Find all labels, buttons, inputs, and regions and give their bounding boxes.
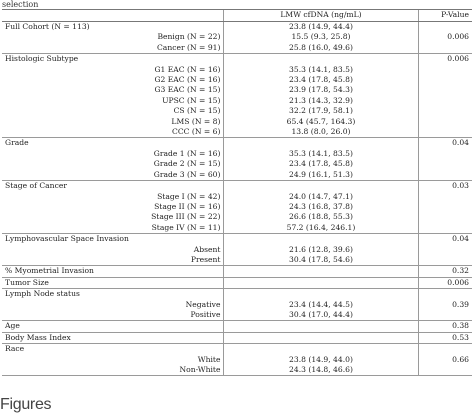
table-row <box>2 212 472 222</box>
row-p-value: 0.39 <box>418 300 472 310</box>
row-p-value <box>418 310 472 321</box>
row-label: Stage I (N = 42) <box>157 191 221 201</box>
row-label: Grade 2 (N = 15) <box>153 159 221 169</box>
table-row <box>2 65 472 75</box>
row-cfdna-value <box>224 344 418 355</box>
table-row <box>2 202 472 212</box>
table-row <box>2 181 472 192</box>
table-row <box>2 266 472 277</box>
table-row <box>2 344 472 355</box>
row-label: LMS (N = 8) <box>171 116 221 126</box>
table-row <box>2 75 472 85</box>
row-label: Tumor Size <box>2 277 224 288</box>
row-label: Grade 3 (N = 60) <box>153 169 221 179</box>
row-cfdna-value: 23.8 (14.9, 44.4) <box>224 22 418 33</box>
row-p-value <box>418 223 472 234</box>
row-cfdna-value <box>224 332 418 343</box>
row-label: CS (N = 15) <box>173 106 221 116</box>
row-p-value <box>418 365 472 376</box>
table-row <box>2 170 472 181</box>
row-cfdna-value: 21.3 (14.3, 32.9) <box>224 96 418 106</box>
table-header-row <box>2 10 472 22</box>
row-cfdna-value <box>224 138 418 149</box>
row-label: Grade <box>2 138 224 149</box>
row-cfdna-value: 24.0 (14.7, 47.1) <box>224 192 418 202</box>
row-cfdna-value: 25.8 (16.0, 49.6) <box>224 43 418 54</box>
row-label: Full Cohort (N = 113) <box>2 22 224 33</box>
table-row <box>2 159 472 169</box>
row-label: CCC (N = 6) <box>172 127 221 137</box>
row-label: Benign (N = 22) <box>157 32 221 42</box>
row-cfdna-value <box>224 181 418 192</box>
row-p-value: 0.66 <box>418 355 472 365</box>
header-col-label <box>2 10 224 22</box>
row-p-value: 0.53 <box>418 332 472 343</box>
table-row <box>2 117 472 127</box>
table-row <box>2 54 472 65</box>
table-row <box>2 255 472 266</box>
row-p-value: 0.006 <box>418 277 472 288</box>
row-p-value <box>418 170 472 181</box>
row-label: Cancer (N = 91) <box>157 42 221 52</box>
header-col-pvalue: P-Value <box>418 10 472 22</box>
header-col-cfdna: LMW cfDNA (ng/mL) <box>224 10 418 22</box>
row-p-value <box>418 43 472 54</box>
row-cfdna-value: 57.2 (16.4, 246.1) <box>224 223 418 234</box>
row-cfdna-value <box>224 54 418 65</box>
row-label: Stage of Cancer <box>2 181 224 192</box>
row-cfdna-value: 13.8 (8.0, 26.0) <box>224 127 418 138</box>
table-row <box>2 355 472 365</box>
table-row <box>2 22 472 33</box>
row-cfdna-value: 24.3 (14.8, 46.6) <box>224 365 418 376</box>
row-label: Age <box>2 321 224 332</box>
table-row <box>2 223 472 234</box>
row-p-value <box>418 96 472 106</box>
table-row <box>2 289 472 300</box>
table-row <box>2 149 472 159</box>
row-label: Stage IV (N = 11) <box>151 222 221 232</box>
row-cfdna-value: 23.4 (17.8, 45.8) <box>224 75 418 85</box>
row-p-value: 0.006 <box>418 32 472 42</box>
row-cfdna-value: 30.4 (17.0, 44.4) <box>224 310 418 321</box>
row-cfdna-value: 23.4 (17.8, 45.8) <box>224 159 418 169</box>
row-p-value <box>418 85 472 95</box>
row-p-value: 0.04 <box>418 234 472 245</box>
row-p-value <box>418 344 472 355</box>
table-row <box>2 85 472 95</box>
table-row <box>2 43 472 54</box>
row-label: Grade 1 (N = 16) <box>153 148 221 158</box>
row-cfdna-value: 30.4 (17.8, 54.6) <box>224 255 418 266</box>
row-p-value <box>418 127 472 138</box>
table-row <box>2 192 472 202</box>
row-label: Absent <box>193 244 221 254</box>
row-cfdna-value: 24.9 (16.1, 51.3) <box>224 170 418 181</box>
row-p-value: 0.006 <box>418 54 472 65</box>
table-row <box>2 96 472 106</box>
row-label: Positive <box>190 309 221 319</box>
row-p-value <box>418 255 472 266</box>
row-cfdna-value <box>224 234 418 245</box>
row-p-value <box>418 245 472 255</box>
row-label: G2 EAC (N = 16) <box>154 75 221 85</box>
row-p-value <box>418 202 472 212</box>
row-cfdna-value: 65.4 (45.7, 164.3) <box>224 117 418 127</box>
row-p-value: 0.04 <box>418 138 472 149</box>
results-table <box>2 9 472 376</box>
row-p-value <box>418 117 472 127</box>
table-row <box>2 127 472 138</box>
row-cfdna-value <box>224 289 418 300</box>
row-cfdna-value: 21.6 (12.8, 39.6) <box>224 245 418 255</box>
row-label: Lymph Node status <box>2 289 224 300</box>
row-label: Race <box>2 344 224 355</box>
row-cfdna-value: 23.8 (14.9, 44.0) <box>224 355 418 365</box>
row-p-value <box>418 22 472 33</box>
table-row <box>2 310 472 321</box>
table-row <box>2 277 472 288</box>
table-row <box>2 321 472 332</box>
row-p-value <box>418 159 472 169</box>
row-label: White <box>197 354 221 364</box>
figures-heading: Figures <box>0 396 52 413</box>
row-label: Present <box>190 254 221 264</box>
row-label: G1 EAC (N = 16) <box>154 64 221 74</box>
row-p-value <box>418 75 472 85</box>
row-p-value <box>418 192 472 202</box>
row-label: Stage III (N = 22) <box>151 212 221 222</box>
row-label: Non-White <box>2 365 224 376</box>
row-cfdna-value: 15.5 (9.3, 25.8) <box>224 32 418 42</box>
table-row <box>2 106 472 116</box>
row-p-value <box>418 149 472 159</box>
row-cfdna-value: 23.4 (14.4, 44.5) <box>224 300 418 310</box>
table-row <box>2 245 472 255</box>
row-cfdna-value <box>224 321 418 332</box>
row-label: G3 EAC (N = 15) <box>154 85 221 95</box>
table-row <box>2 365 472 376</box>
row-cfdna-value: 26.6 (18.8, 55.3) <box>224 212 418 222</box>
row-label: Negative <box>185 299 221 309</box>
row-p-value: 0.03 <box>418 181 472 192</box>
table-row <box>2 234 472 245</box>
row-cfdna-value: 35.3 (14.1, 83.5) <box>224 149 418 159</box>
row-p-value <box>418 289 472 300</box>
row-label: Histologic Subtype <box>2 54 224 65</box>
row-label: Lymphovascular Space Invasion <box>2 234 224 245</box>
row-p-value <box>418 65 472 75</box>
row-p-value: 0.38 <box>418 321 472 332</box>
row-p-value: 0.32 <box>418 266 472 277</box>
row-cfdna-value: 24.3 (16.8, 37.8) <box>224 202 418 212</box>
row-label: UPSC (N = 15) <box>162 95 221 105</box>
table-caption: selection <box>2 0 39 9</box>
table-row <box>2 300 472 310</box>
row-cfdna-value <box>224 266 418 277</box>
row-label: Stage II (N = 16) <box>154 201 221 211</box>
row-label: Body Mass Index <box>2 332 224 343</box>
row-p-value <box>418 212 472 222</box>
row-label: % Myometrial Invasion <box>2 266 224 277</box>
row-cfdna-value: 32.2 (17.9, 58.1) <box>224 106 418 116</box>
table-row <box>2 32 472 42</box>
row-p-value <box>418 106 472 116</box>
table-row <box>2 332 472 343</box>
row-cfdna-value: 35.3 (14.1, 83.5) <box>224 65 418 75</box>
table-body <box>2 22 472 376</box>
row-cfdna-value: 23.9 (17.8, 54.3) <box>224 85 418 95</box>
table-row <box>2 138 472 149</box>
row-cfdna-value <box>224 277 418 288</box>
